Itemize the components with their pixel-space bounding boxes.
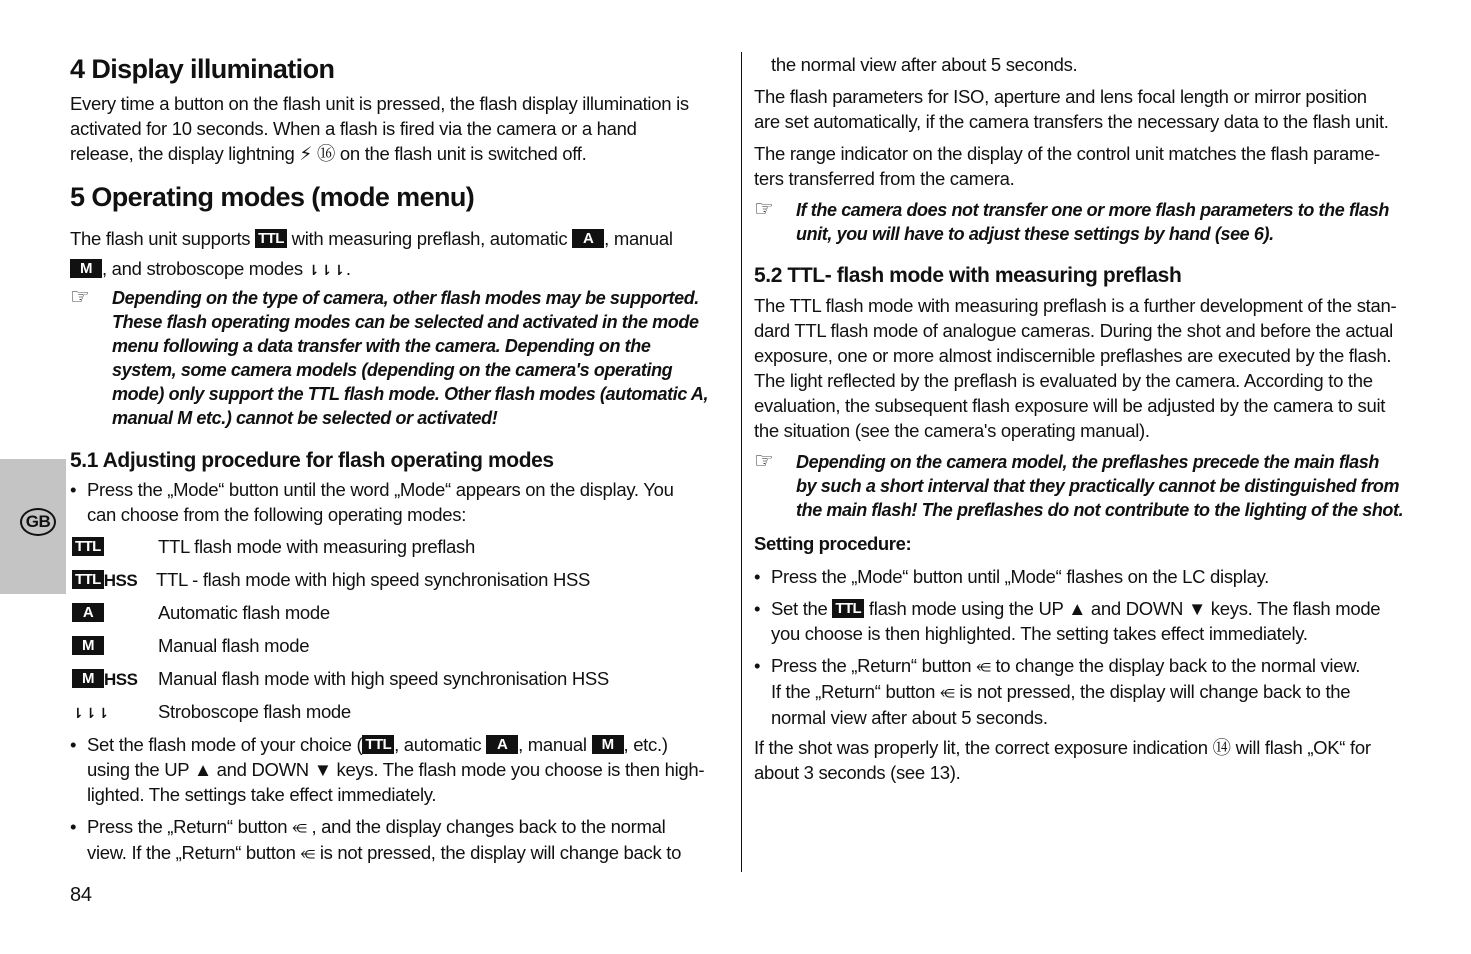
ttl-badge: TTL bbox=[72, 570, 104, 589]
return-icon: ⥺ bbox=[976, 656, 991, 676]
stroboscope-icon: ⇂⇂⇂ bbox=[72, 705, 111, 721]
section-4-title: 4 Display illumination bbox=[70, 54, 335, 84]
section-5-intro bbox=[70, 224, 720, 286]
note-block: ☞ Depending on the type of camera, other flash modes may be supported. These flash operating modes can be selected and activated in the mode menu following a data transfer with the camera. Depending on the system, some camera models (depending on the camera's operating mode) only support the TTL flash mode. Other flash modes (automatic A, manual M etc.) cannot be selected or activated! bbox=[70, 284, 709, 428]
paragraph-range-indicator: The range indicator on the display of the control unit matches the flash parame- ters transferred from the camera. bbox=[754, 143, 1380, 189]
bullet-dot: • bbox=[70, 816, 77, 837]
hss-label: HSS bbox=[104, 670, 138, 689]
pointing-hand-icon: ☞ bbox=[70, 284, 90, 309]
bullet-dot: • bbox=[70, 734, 77, 755]
manual-badge: M bbox=[72, 669, 104, 688]
section-4-body bbox=[70, 91, 720, 166]
auto-badge: A bbox=[486, 735, 518, 754]
section-5-2-title: 5.2 TTL- flash mode with measuring preflash bbox=[754, 264, 1182, 287]
manual-badge: M bbox=[72, 636, 104, 655]
return-icon: ⥺ bbox=[292, 817, 307, 837]
bullet-dot: • bbox=[754, 566, 761, 587]
bullet-dot: • bbox=[754, 598, 761, 619]
section-5-1 bbox=[70, 447, 720, 474]
column-divider bbox=[741, 52, 742, 872]
section-5-1-bullet-1: • Press the „Mode“ button until the word „Mode“ appears on the display. You can choose from the following operating modes: bbox=[70, 479, 674, 525]
section-4-line-3: release, the display lightning ⚡ ⑯ on the flash unit is switched off. bbox=[70, 143, 587, 164]
section-4 bbox=[70, 52, 720, 86]
page-number: 84 bbox=[70, 884, 92, 906]
setting-procedure-label: Setting procedure: bbox=[754, 533, 912, 554]
hss-label: HSS bbox=[103, 571, 138, 590]
auto-badge: A bbox=[72, 603, 104, 622]
final-paragraph: If the shot was properly lit, the correct exposure indication ⑭ will flash „OK“ for about 3 seconds (see 13). bbox=[754, 737, 1371, 783]
pointing-hand-icon: ☞ bbox=[754, 448, 774, 473]
language-tab-label: GB bbox=[20, 508, 56, 536]
paragraph-flash-parameters: The flash parameters for ISO, aperture and lens focal length or mirror position are set automatically, if the camera transfers the necessary data to the flash unit. bbox=[754, 86, 1389, 132]
bullet-dot: • bbox=[754, 655, 761, 676]
section-5-1-bullet-2: • Set the flash mode of your choice ( TTL , automatic A , manual M , etc.) using the UP ▲ and DOWN ▼ keys. The flash mode you choose is then high- lighted. The settings take effect immediately. bbox=[70, 734, 705, 805]
stroboscope-icon: ⇂⇂⇂ bbox=[307, 262, 346, 278]
section-4-line-2: activated for 10 seconds. When a flash is fired via the camera or a hand bbox=[70, 118, 637, 139]
section-5-2 bbox=[754, 262, 1414, 289]
mode-row: TTL HSS TTL - flash mode with high speed synchronisation HSS bbox=[70, 567, 720, 600]
ttl-badge: TTL bbox=[362, 735, 394, 754]
setting-bullet-2: • Set the TTL flash mode using the UP ▲ and DOWN ▼ keys. The flash mode you choose is then highlighted. The setting takes effect immediately. bbox=[754, 598, 1381, 644]
mode-list bbox=[70, 534, 720, 732]
section-4-line-1: Every time a button on the flash unit is pressed, the flash display illumination is bbox=[70, 93, 689, 114]
section-5-note bbox=[70, 286, 720, 430]
manual-badge: M bbox=[592, 735, 624, 754]
continued-text: the normal view after about 5 seconds. bbox=[771, 54, 1078, 75]
section-5-2-body: The TTL flash mode with measuring preflash is a further development of the stan- dard TTL flash mode of analogue cameras. During the shot and before the actual exposure, one or more almost indiscernible preflashes are executed by the flash. The light reflected by the preflash is evaluated by the camera. According to the evaluation, the subsequent flash exposure will be adjusted by the camera to suit the situation (see the camera's operating manual). bbox=[754, 295, 1397, 441]
ttl-badge: TTL bbox=[832, 599, 864, 618]
return-icon: ⥺ bbox=[939, 682, 955, 702]
setting-procedure bbox=[754, 533, 1414, 555]
section-5-1-title: 5.1 Adjusting procedure for flash operating modes bbox=[70, 449, 554, 472]
section-5-intro-line-1: The flash unit supports TTL with measuring preflash, automatic A , manual bbox=[70, 228, 673, 249]
section-5-title: 5 Operating modes (mode menu) bbox=[70, 182, 475, 212]
note-preflash: ☞ Depending on the camera model, the preflashes precede the main flash by such a short interval that they practically cannot be distinguished from the main flash! The preflashes do not contribute to the lighting of the shot. bbox=[754, 448, 1404, 520]
section-5 bbox=[70, 180, 720, 214]
return-icon: ⥺ bbox=[300, 843, 315, 863]
manual-badge: M bbox=[70, 259, 102, 278]
auto-badge: A bbox=[572, 229, 604, 248]
ttl-badge: TTL bbox=[72, 537, 104, 556]
mode-row: ⇂⇂⇂ Stroboscope flash mode bbox=[72, 701, 351, 722]
mode-row: M HSS Manual flash mode with high speed synchronisation HSS bbox=[70, 666, 720, 699]
setting-bullet-1: • Press the „Mode“ button until „Mode“ flashes on the LC display. bbox=[754, 566, 1269, 587]
note-transfer: ☞ If the camera does not transfer one or more flash parameters to the flash unit, you will have to adjust these settings by hand (see 6). bbox=[754, 196, 1389, 244]
bullet-dot: • bbox=[70, 479, 77, 500]
mode-row: TTL TTL flash mode with measuring preflash bbox=[70, 534, 720, 567]
ttl-badge: TTL bbox=[255, 229, 287, 248]
pointing-hand-icon: ☞ bbox=[754, 196, 774, 221]
section-5-1-bullet-3: • Press the „Return“ button ⥺ , and the display changes back to the normal view. If the „Return“ button ⥺ is not pressed, the display will change back to bbox=[70, 814, 720, 866]
setting-bullet-3: • Press the „Return“ button ⥺ to change the display back to the normal view. If the „Return“ button ⥺ is not pressed, the display will change back to the normal view after about 5 seconds. bbox=[754, 655, 1361, 728]
section-5-intro-line-2: M , and stroboscope modes ⇂⇂⇂. bbox=[70, 253, 720, 286]
mode-row: M Manual flash mode bbox=[70, 633, 720, 666]
mode-row: A Automatic flash mode bbox=[70, 600, 720, 633]
lightning-icon: ⚡ ⑯ bbox=[299, 143, 336, 164]
